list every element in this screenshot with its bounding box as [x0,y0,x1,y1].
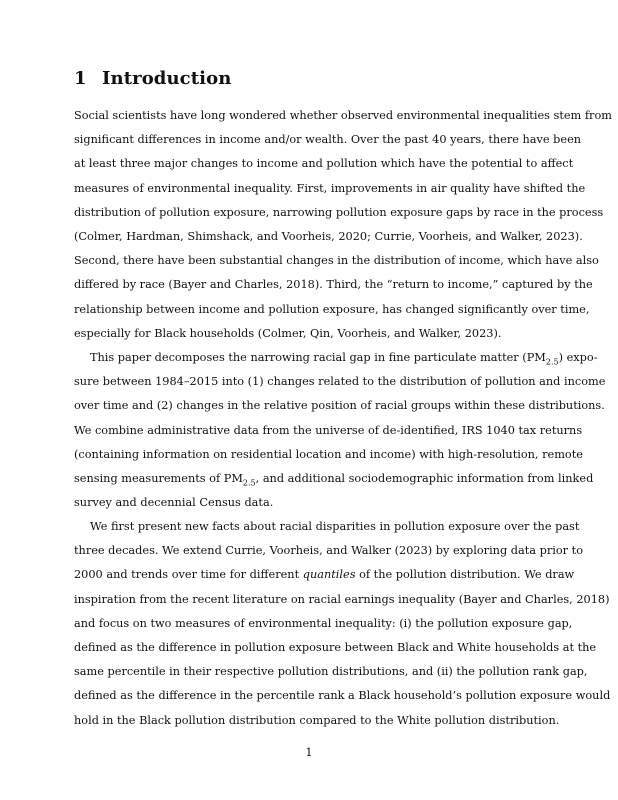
text-line: sure between 1984–2015 into (1) changes related to the distribution of pollution and income [74,375,606,389]
text-line: We first present new facts about racial disparities in pollution exposure over the past [90,520,580,533]
text-line: survey and decennial Census data. [74,496,274,510]
paragraph-3 [74,515,611,733]
text-line: Second, there have been substantial changes in the distribution of income, which have also [74,254,599,268]
text-line: Social scientists have long wondered whether observed environmental inequalities stem from [74,109,612,122]
section-number: 1 [74,68,87,89]
text-line: significant differences in income and/or wealth. Over the past 40 years, there have been [74,133,582,147]
paragraph-2 [74,346,606,515]
text-line: at least three major changes to income and pollution which have the potential to affect [74,157,574,171]
text-line: differed by race (Bayer and Charles, 2018). Third, the “return to income,” captured by the [74,278,593,292]
text-line: and focus on two measures of environmental inequality: (i) the pollution exposure gap, [74,616,573,630]
text-line: inspiration from the recent literature on racial earnings inequality (Bayer and Charles, 2018) [74,592,610,606]
text-line: defined as the difference in pollution exposure between Black and White households at the [74,640,597,654]
text-line: This paper decomposes the narrowing racial gap in fine particulate matter $(PM_{2.5})$ expo- [90,351,598,367]
text-line: defined as the difference in the percentile rank a Black household’s pollution exposure would [74,689,611,703]
text-line: same percentile in their respective pollution distributions, and (ii) the pollution rank gap, [74,665,588,679]
paragraph-1 [74,104,612,346]
text-line: hold in the Black pollution distribution compared to the White pollution distribution. [74,713,560,727]
text-line: 2000 and trends over time for different quantiles of the pollution distribution. We draw [74,568,575,582]
text-line: sensing measurements of $PM_{2.5}$, and additional sociodemographic information from linked [74,471,594,488]
text-line: (containing information on residential location and income) with high-resolution, remote [74,447,583,461]
section-heading [74,68,231,89]
text-line: relationship between income and pollution exposure, has changed significantly over time, [74,302,590,316]
text-line: We combine administrative data from the universe of de-identified, IRS 1040 tax returns [74,423,583,437]
text-line: especially for Black households (Colmer, Qin, Voorheis, and Walker, 2023). [74,326,502,340]
section-title: Introduction [102,68,232,89]
text-line: measures of environmental inequality. First, improvements in air quality have shifted the [74,181,586,195]
text-line: distribution of pollution exposure, narrowing pollution exposure gaps by race in the process [74,205,604,219]
page-number: 1 [305,746,313,759]
text-line: over time and (2) changes in the relative position of racial groups within these distributions. [74,399,605,413]
text-line: three decades. We extend Currie, Voorheis, and Walker (2023) by exploring data prior to [74,544,583,558]
text-line: (Colmer, Hardman, Shimshack, and Voorheis, 2020; Currie, Voorheis, and Walker, 2023). [74,229,583,243]
